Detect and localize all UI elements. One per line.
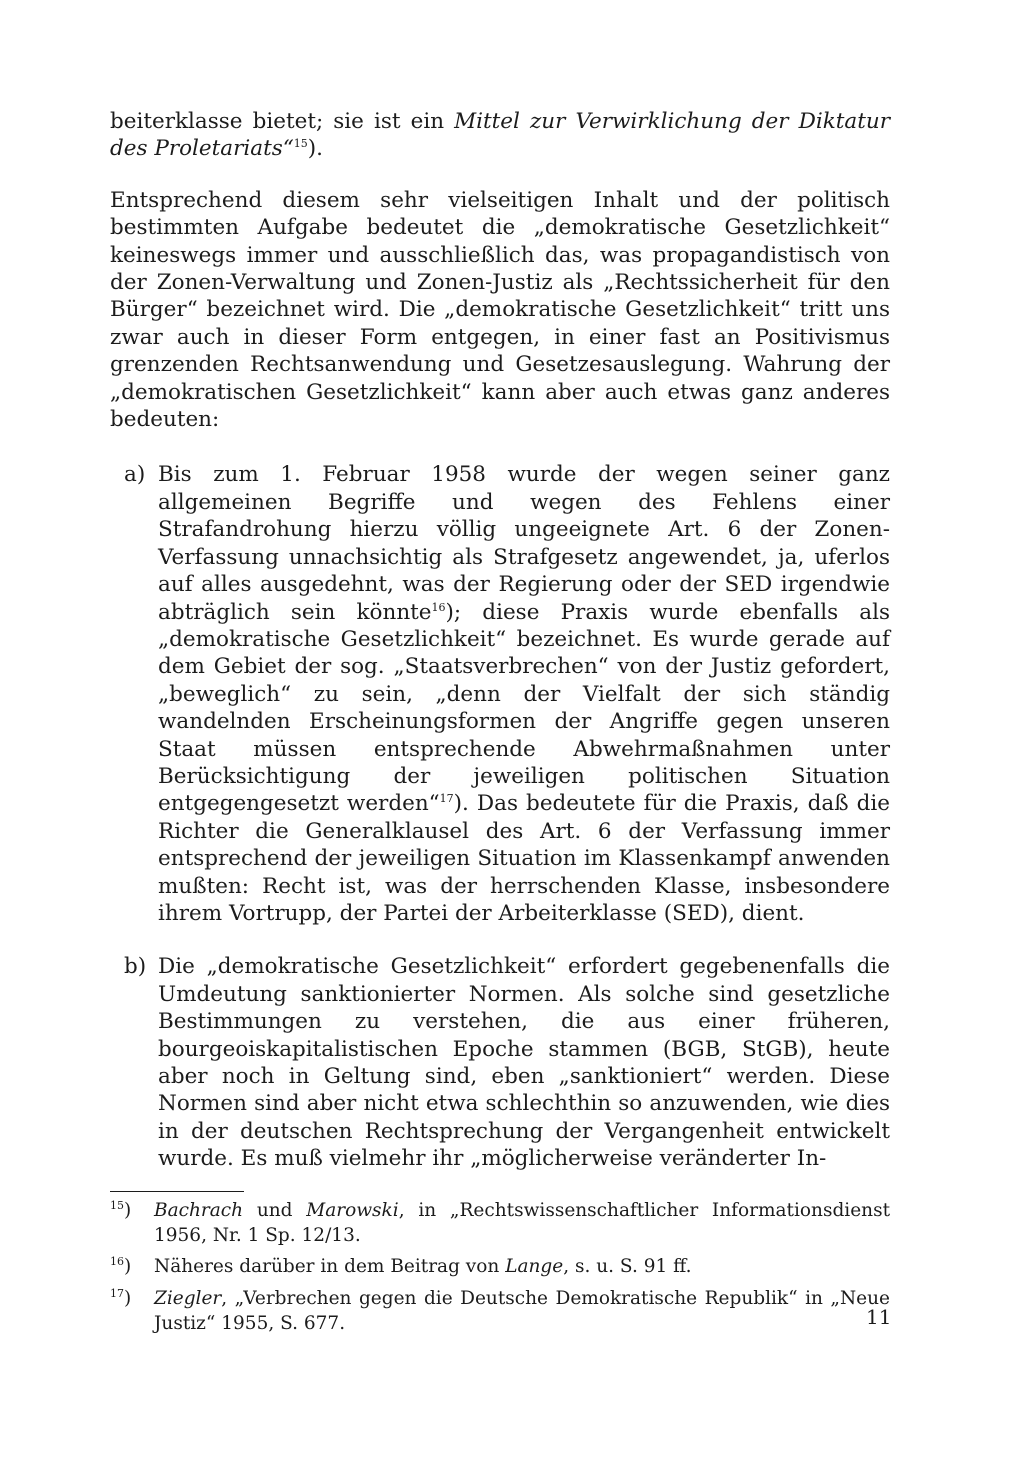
list-item-text: Bis zum 1. Februar 1958 wurde der wegen seiner ganz allgemeinen Begriffe und wegen des Fehlens einer Strafandrohung hierzu völlig ungeeignete Art. 6 der Zonen-Verfassung unnachsichtig als Strafgesetz angewendet, ja, uferlos auf alles ausgedehnt, was der Regierung oder der SED irgendwie abträglich sein könnte bbox=[158, 462, 890, 625]
list-marker: a) bbox=[124, 462, 146, 488]
footnote-marker: $^{17}$) bbox=[110, 1286, 132, 1309]
footnote-ref-17: 17 bbox=[439, 792, 454, 806]
paragraph-text: beiterklasse bietet; sie ist ein bbox=[110, 109, 455, 134]
list-marker: b) bbox=[124, 954, 147, 980]
footnote-marker: $^{16}$) bbox=[110, 1255, 132, 1278]
page-number: 11 bbox=[866, 1305, 892, 1329]
list-item-text: ); diese Praxis wurde ebenfalls als „demokratische Gesetzlichkeit“ bezeichnet. Es wurde gerade auf dem Gebiet der sog. „Staatsverbrechen“ von der Justiz gefordert, „beweglich“ zu sein, „denn der Vielfalt der sich ständig wandelnden Erscheinungsformen der Angriffe gegen unseren Staat müssen entsprechende Abwehrmaßnahmen unter Berücksichtigung der jeweiligen politischen Situation entgegengesetzt werden“ bbox=[158, 599, 890, 817]
list-item-b bbox=[110, 953, 890, 1172]
body-text bbox=[110, 108, 890, 1343]
emphasis-text: Mittel zur Verwirklichung der Diktatur des Proletariats bbox=[110, 109, 890, 162]
footnote-17: $^{17}$) Ziegler, „Verbrechen gegen die Deutsche Demokratische Republik“ in „Neue Justiz“ 1955, S. 677. bbox=[110, 1286, 890, 1335]
footnote-ref-15: 15 bbox=[293, 137, 308, 151]
list-item-a bbox=[110, 461, 890, 927]
closing-quote: “ bbox=[282, 136, 294, 162]
footnote-separator bbox=[110, 1191, 244, 1192]
paragraph-main: Entsprechend diesem sehr vielseitigen Inhalt und der politisch bestimmten Aufgabe bedeutet die „demokratische Gesetzlichkeit“ keineswegs immer und ausschließlich das, was propagandistisch von der Zonen-Verwaltung und Zonen-Justiz als „Rechtssicherheit für den Bürger“ bezeichnet wird. Die „demokratische Gesetzlichkeit“ tritt uns zwar auch in dieser Form entgegen, in einer fast an Positivismus grenzenden Rechtsanwendung und Gesetzesauslegung. Wahrung der „demokratischen Gesetzlichkeit“ kann aber auch etwas ganz anderes bedeuten: bbox=[110, 187, 890, 433]
author-name: Lange bbox=[505, 1256, 564, 1278]
footnote-ref-16: 16 bbox=[431, 600, 446, 614]
author-name: Ziegler bbox=[154, 1287, 222, 1309]
footnote-15: $^{15}$) Bachrach und Marowski, in „Rechtswissenschaftlicher Informationsdienst 1956, Nr. 1 Sp. 12/13. bbox=[110, 1198, 890, 1247]
paragraph-continuation bbox=[110, 108, 890, 163]
footnote-16: $^{16}$) Näheres darüber in dem Beitrag von Lange, s. u. S. 91 ff. bbox=[110, 1254, 890, 1279]
list-item-text: ). Das bedeutete für die Praxis, daß die Richter die Generalklausel des Art. 6 der Verfassung immer entsprechend der jeweiligen Situation im Klassenkampf anwenden mußten: Recht ist, was der herrschenden Klasse, insbesondere ihrem Vortrupp, der Partei der Arbeiterklasse (SED), dient. bbox=[158, 791, 890, 926]
author-name: Marowski bbox=[306, 1199, 399, 1221]
author-name: Bachrach bbox=[154, 1199, 244, 1221]
list-item-text: Die „demokratische Gesetzlichkeit“ erfordert gegebenenfalls die Umdeutung sanktionierter Normen. Als solche sind gesetzliche Bestimmungen zu verstehen, die aus einer früheren, bourgeoiskapitalistischen Epoche stammen (BGB, StGB), heute aber noch in Geltung sind, eben „sanktioniert“ werden. Diese Normen sind aber nicht etwa schlechthin so anzuwenden, wie dies in der deutschen Rechtsprechung der Vergangenheit entwickelt wurde. Es muß vielmehr ihr „möglicherweise veränderter In- bbox=[158, 954, 890, 1172]
footnote-marker: $^{15}$) bbox=[110, 1198, 132, 1221]
paragraph-text: ). bbox=[307, 136, 323, 162]
